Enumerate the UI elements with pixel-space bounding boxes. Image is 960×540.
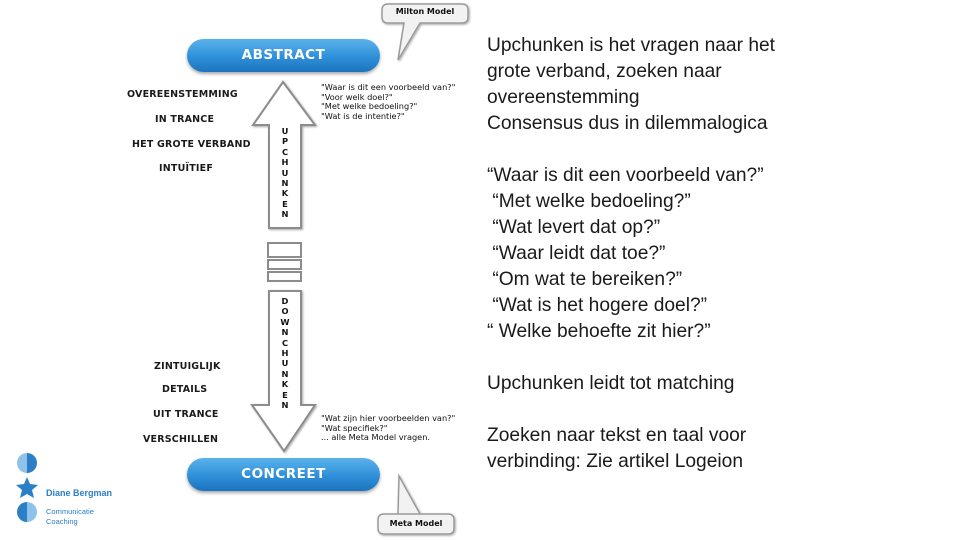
- down-letter: U: [281, 358, 289, 369]
- meta-questions: [321, 414, 455, 443]
- separator-block-3: [268, 272, 301, 281]
- concreet-pill: CONCREET: [187, 458, 380, 491]
- text-line: Upchunken is het vragen naar het: [487, 35, 775, 56]
- up-letter: N: [281, 209, 289, 220]
- up-letter: K: [281, 188, 289, 199]
- up-letter: H: [281, 157, 289, 168]
- text-line: overeenstemming: [487, 87, 640, 108]
- meta-model-label: Meta Model: [389, 519, 443, 528]
- company-logo: [10, 450, 120, 530]
- text-line: verbinding: Zie artikel Logeion: [487, 451, 743, 472]
- question-line: “Waar leidt dat toe?”: [487, 243, 666, 264]
- explanation-text: [487, 33, 947, 475]
- label-uit-trance: UIT TRANCE: [153, 409, 219, 420]
- logo-sub1: Communicatie: [46, 507, 94, 516]
- milton-question: "Wat is de intentie?": [321, 110, 405, 121]
- down-letter: W: [280, 316, 290, 327]
- question-line: “Met welke bedoeling?”: [487, 191, 691, 212]
- up-letter: U: [281, 126, 289, 136]
- up-letter: P: [281, 136, 289, 147]
- separator-block-1: [268, 243, 301, 257]
- downchunken-vertical: [279, 296, 291, 410]
- up-letter: U: [281, 167, 289, 178]
- abstract-pill: ABSTRACT: [187, 39, 380, 72]
- milton-model-label: Milton Model: [395, 7, 455, 16]
- label-details: DETAILS: [162, 384, 208, 395]
- label-intuitief: INTUÏTIEF: [159, 163, 214, 174]
- down-letter: K: [281, 379, 289, 390]
- down-letter: N: [281, 327, 289, 338]
- label-overeenstemming: OVEREENSTEMMING: [127, 89, 238, 100]
- milton-questions: [321, 83, 455, 121]
- question-line: “Om wat te bereiken?”: [487, 269, 683, 290]
- down-letter: N: [281, 400, 289, 411]
- milton-question: "Waar is dit een voorbeeld van?": [321, 82, 456, 92]
- matching-line: Upchunken leidt tot matching: [487, 373, 735, 394]
- text-line: grote verband, zoeken naar: [487, 61, 722, 82]
- label-in-trance: IN TRANCE: [155, 114, 215, 125]
- upchunken-vertical: [279, 126, 291, 220]
- label-verschillen: VERSCHILLEN: [143, 434, 219, 445]
- label-zintuiglijk: ZINTUIGLIJK: [154, 361, 221, 372]
- down-letter: H: [281, 348, 289, 359]
- logo-name: Diane Bergman: [46, 488, 113, 498]
- question-line: “ Welke behoefte zit hier?”: [487, 321, 711, 342]
- text-line: Zoeken naar tekst en taal voor: [487, 425, 747, 446]
- question-line: “Wat levert dat op?”: [487, 217, 661, 238]
- meta-question: ... alle Meta Model vragen.: [321, 432, 430, 443]
- down-letter: N: [281, 368, 289, 379]
- up-letter: C: [281, 146, 289, 157]
- question-line: “Wat is het hogere doel?”: [487, 295, 708, 316]
- up-letter: N: [281, 178, 289, 189]
- milton-question: "Met welke bedoeling?": [321, 101, 418, 112]
- down-letter: O: [281, 306, 289, 317]
- separator-block-2: [268, 260, 301, 269]
- text-line: Consensus dus in dilemmalogica: [487, 113, 768, 134]
- down-letter: D: [281, 296, 289, 306]
- label-het-grote-verband: HET GROTE VERBAND: [132, 139, 251, 150]
- question-line: “Waar is dit een voorbeeld van?”: [487, 165, 764, 186]
- meta-question: "Wat specifiek?": [321, 422, 388, 433]
- up-letter: E: [282, 198, 288, 209]
- logo-sub2: Coaching: [46, 517, 78, 526]
- down-letter: E: [282, 389, 288, 400]
- logo-mark-icon: [10, 450, 44, 528]
- meta-question: "Wat zijn hier voorbeelden van?": [321, 413, 456, 423]
- down-letter: C: [281, 337, 289, 348]
- milton-question: "Voor welk doel?": [321, 91, 393, 102]
